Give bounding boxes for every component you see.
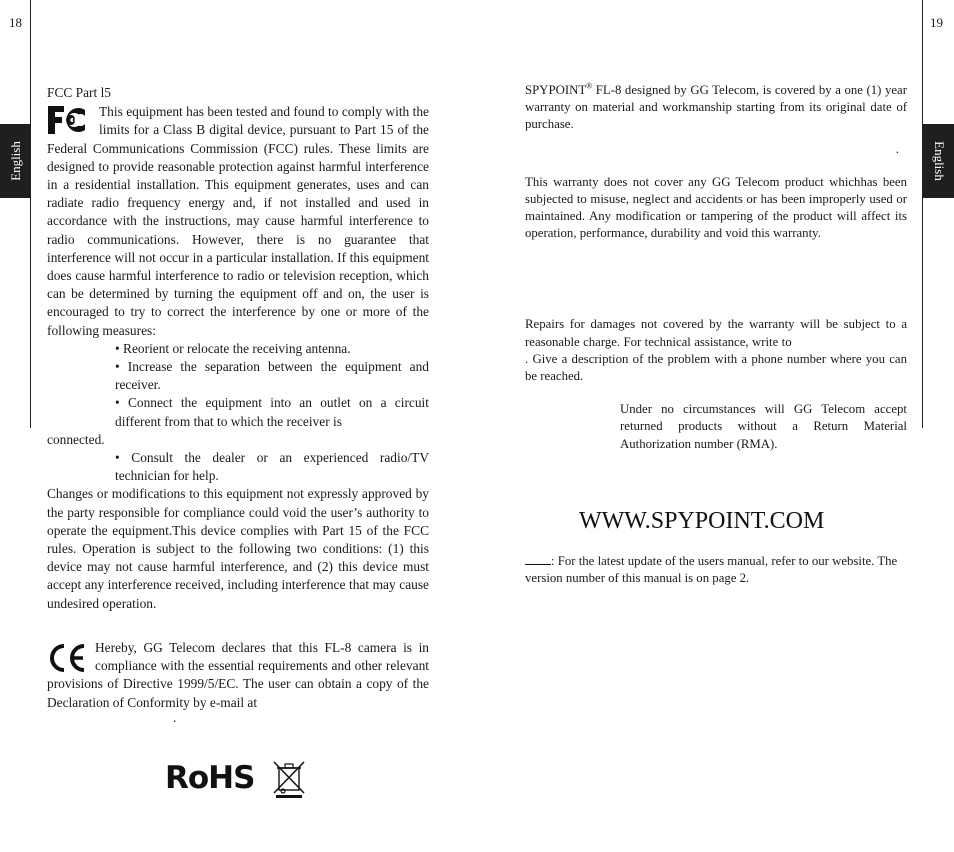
ce-paragraph: Hereby, GG Telecom declares that this FL-8 camera is in compliance with the essential requirements and other relevant provisions of Directive 1999/5/EC. The user can obtain a copy of the Declaration of Conformity by e-mail at <box>47 639 429 710</box>
measure-item: • Connect the equipment into an outlet on a circuit different from that to which the receiver is <box>115 395 429 429</box>
note-label-underline <box>525 554 551 565</box>
side-tab-label: English <box>7 141 23 181</box>
rma-paragraph: Under no circumstances will GG Telecom accept returned products without a Return Material Authorization number (RMA). <box>620 402 907 451</box>
side-tab-label: English <box>931 141 947 181</box>
page-number-right: 19 <box>930 15 943 30</box>
changes-paragraph: Changes or modifications to this equipment not expressly approved by the party responsible for compliance could void the user’s authority to operate the equipment.This device complies with Part 15 of the FCC rules. Operation is subject to the following two conditions: (1) this device may not cause harmful interference, and (2) this device must accept any interference received, including interference that may cause undesired operation. <box>47 486 429 611</box>
measure-item: • Reorient or relocate the receiving antenna. <box>115 340 351 356</box>
connected-word: connected. <box>47 431 105 447</box>
weee-crossed-bin-icon <box>272 760 306 798</box>
compliance-marks <box>165 760 306 798</box>
website-url[interactable]: WWW.SPYPOINT.COM <box>579 508 825 534</box>
fcc-heading: FCC Part l5 <box>47 85 111 100</box>
left-margin-rule <box>30 0 31 428</box>
page-number-left: 18 <box>9 15 22 30</box>
stray-dot: . <box>895 141 899 156</box>
rohs-logo: RoHS <box>165 760 255 796</box>
fcc-logo-icon <box>47 105 89 135</box>
fcc-intro: This equipment has been tested and found to comply with the limits for a Class B digital device, pursuant to Part 15 of the Federal Communications Commission (FCC) rules. These limits are designed to provide reasonable protection against harmful interference in a residential installation. This equipment generates, uses and can radiate radio frequency energy and, if not installed and used in accordance with the instructions, may cause harmful interference to radio communications. However, there is no guarantee that interference will not occur in a particular installation. If this equipment does cause harmful interference to radio or television reception, which can be determined by turning the equipment off and on, the user is encouraged to try to correct the interference by one or more of the following measures: <box>47 104 429 338</box>
exclusion-paragraph: This warranty does not cover any GG Telecom product whichhas been subjected to misuse, neglect and accidents or has been improperly used or maintained. Any modification or tampering of the product will affect its operation, performance, durability and void this warranty. <box>525 174 907 241</box>
ce-mark-icon <box>47 643 87 673</box>
manual-note: : For the latest update of the users manual, refer to our website. The version number of this manual is on page 2. <box>525 554 898 586</box>
side-tab-left <box>0 124 31 198</box>
warranty-section <box>525 82 907 453</box>
right-margin-rule <box>922 0 923 428</box>
warranty-paragraph: SPYPOINT® FL-8 designed by GG Telecom, is covered by a one (1) year warranty on material and workmanship starting from its original date of purchase. <box>525 81 907 132</box>
repairs-paragraph: Repairs for damages not covered by the warranty will be subject to a reasonable charge. For technical assistance, write to . Give a description of the problem with a phone number where you can be reached. <box>525 317 907 384</box>
side-tab-right <box>923 124 954 198</box>
measure-item: • Increase the separation between the equipment and receiver. <box>115 359 429 393</box>
ce-trailing-dot: . <box>173 709 177 725</box>
measure-item: • Consult the dealer or an experienced radio/TV technician for help. <box>115 450 429 484</box>
fcc-section <box>47 84 429 724</box>
